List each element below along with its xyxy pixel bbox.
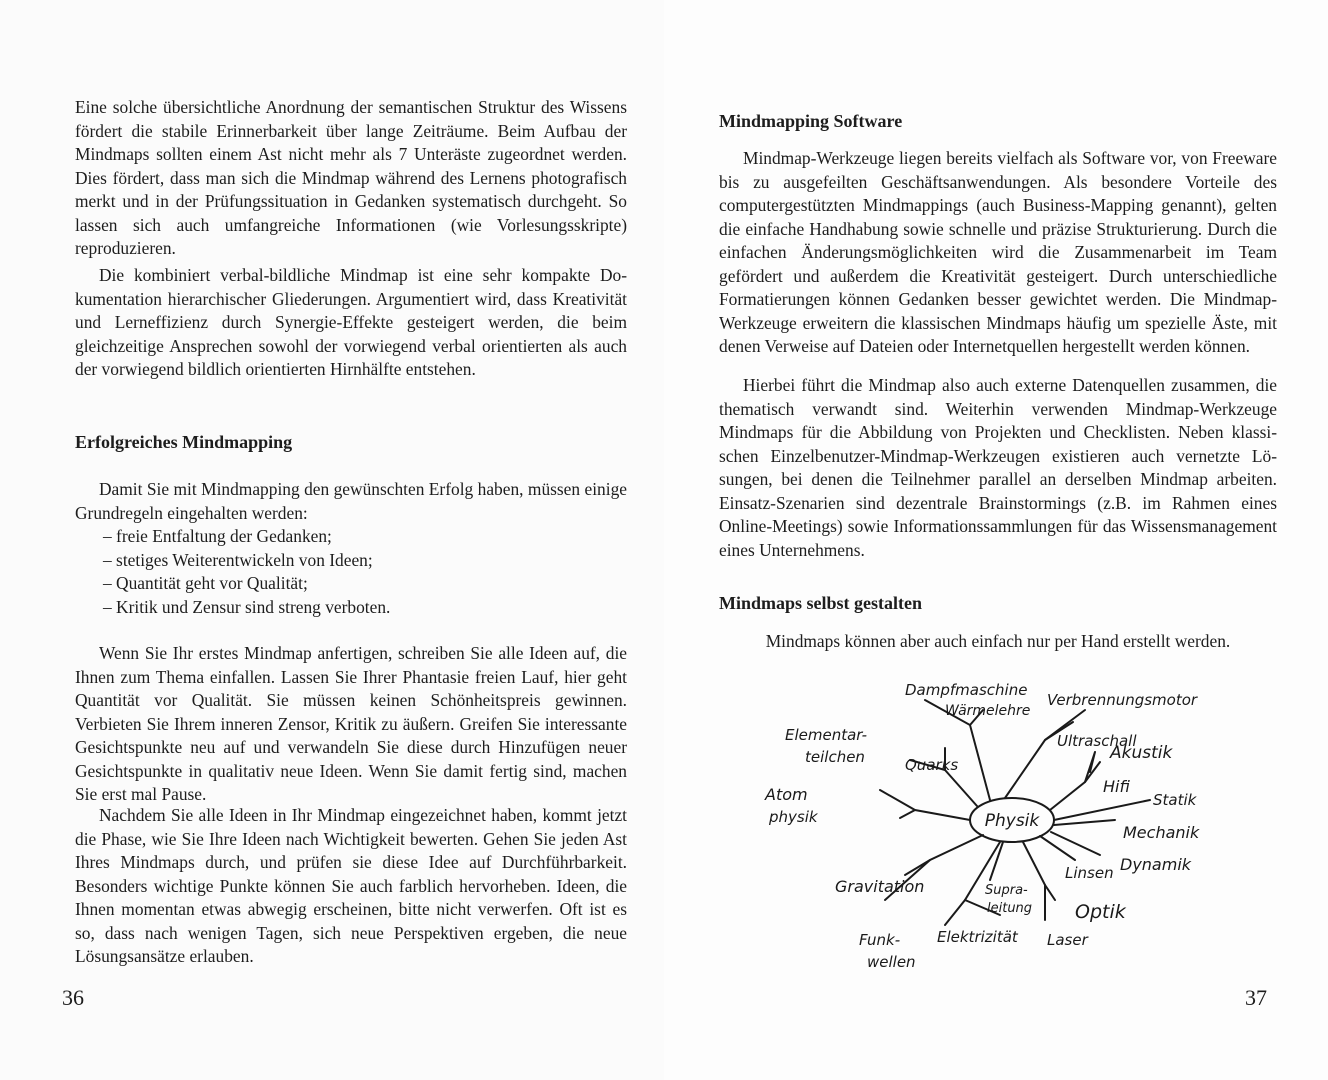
right-page bbox=[664, 0, 1328, 1080]
branch-statik bbox=[1054, 800, 1150, 820]
rule-item: – Kritik und Zensur sind streng verboten. bbox=[103, 596, 627, 620]
intro-paragraph-2: Die kombiniert verbal-bildliche Mindmap ist eine sehr kompakte Dokumentation hierarchischer Gliederungen. Argumentiert wird, dass Kreativität und Lerneffizienz durch Synergie-Effekte gesteigert werden, die beim gleichzeitige Ansprechen sowohl der vorwiegend verbal orientierten als auch der vorwiegend bildlich orientierten Hirnhälfte entstehen. bbox=[75, 265, 627, 379]
mindmap-center-label: Physik bbox=[984, 811, 1040, 831]
mindmap-label-funk-1: Funk- bbox=[859, 931, 901, 949]
section-heading-selbst-gestalten: Mindmaps selbst gestalten bbox=[719, 593, 923, 613]
mindmap-label-atom-1: Atom bbox=[765, 785, 808, 804]
rule-item: – Quantität geht vor Qualität; bbox=[103, 572, 627, 596]
rules-intro: Damit Sie mit Mindmapping den gewünschten Erfolg haben, müssen einige Grundregeln eingehalten werden: bbox=[75, 479, 627, 523]
branch-verbrennungsmotor bbox=[1005, 710, 1085, 798]
mindmap-label-atom-2: physik bbox=[769, 808, 818, 826]
mindmap-label-dampfmaschine: Dampfmaschine bbox=[905, 681, 1028, 699]
mindmap-label-ultraschall: Ultraschall bbox=[1057, 732, 1137, 750]
handdrawn-mindmap bbox=[755, 660, 1215, 980]
mindmap-caption: Mindmaps können aber auch einfach nur per Hand erstellt werden. bbox=[765, 631, 1231, 651]
branch-dynamik bbox=[1051, 832, 1100, 855]
mindmap-label-funk-2: wellen bbox=[867, 953, 916, 971]
mindmap-label-elektrizitaet: Elektrizität bbox=[937, 928, 1018, 946]
branch-linsen bbox=[1040, 836, 1075, 860]
mindmap-label-akustik: Akustik bbox=[1110, 743, 1173, 763]
branch-atom-tail bbox=[900, 810, 915, 818]
mindmap-label-laser: Laser bbox=[1047, 931, 1088, 949]
mindmap-label-optik: Optik bbox=[1075, 901, 1126, 923]
software-paragraph-1: Mindmap-Werkzeuge liegen bereits vielfach als Software vor, von Freeware bis zu ausgefeilten Geschäftsanwendungen. Als besondere Vorteile des computergestützten Mindmappings (auch Business-Mapping genannt), gelten die einfache Handhabung sowie schnelle und präzise Strukturierung. Durch die einfachen Änderungsmöglichkeiten wird die Zusammenarbeit im Team gefördert und außerdem die Kreativität gesteigert. Durch unterschiedliche Formatierungen können Gedanken besser gewichtet werden. Die Mindmap-Werkzeuge erweitern die klassischen Mindmaps häufig um spezielle Äste, mit denen Verweise auf Dateien oder Internetquellen hergestellt werden können. bbox=[719, 148, 1277, 356]
mindmap-label-verbrennungsmotor: Verbrennungsmotor bbox=[1047, 691, 1198, 709]
section-heading-software: Mindmapping Software bbox=[719, 111, 903, 131]
branch-atomphysik bbox=[880, 790, 970, 820]
mindmap-label-dynamik: Dynamik bbox=[1120, 855, 1192, 874]
paragraph-4: Nachdem Sie alle Ideen in Ihr Mindmap eingezeichnet haben, kommt jetzt die Phase, wie Sie Ihre Ideen nach Wichtigkeit bewerten. Gehen Sie jeden Ast Ihres Mindmaps durch, und prüfen sie diese Idee auf Durchführbarkeit. Besonders wichtige Punkte können Sie auch farblich hervorheben. Ideen, die Ihnen momentan etwas abwegig erscheinen, bitte nicht verwerfen. Oft ist es so, dass nach wenigen Tagen, sich neue Perspektiven ergeben, die neue Lösungsansätze erlauben. bbox=[75, 805, 627, 966]
mindmap-label-supra-1: Supra- bbox=[985, 883, 1028, 898]
mindmap-label-elementar-2: teilchen bbox=[805, 748, 865, 766]
branch-akustik bbox=[1050, 762, 1100, 810]
section-heading-erfolgreiches: Erfolgreiches Mindmapping bbox=[75, 432, 293, 452]
mindmap-label-elementar-1: Elementar- bbox=[785, 726, 868, 744]
mindmap-label-hifi: Hifi bbox=[1103, 777, 1130, 796]
mindmap-label-linsen: Linsen bbox=[1065, 864, 1114, 882]
intro-paragraph-1: Eine solche übersichtliche Anordnung der semantischen Struktur des Wissens fördert die stabile Erinnerbarkeit über lange Zeiträume. Beim Aufbau der Mindmaps sollten einem Ast nicht mehr als 7 Unteräste zugeordnet werden. Dies fördert, dass man sich die Mindmap während des Lernens photografisch merkt und in der Prüfungssituation in Gedanken systematisch durchgeht. So lassen sich auch umfangreiche Informationen (wie Vorlesungsskripte) reproduzieren. bbox=[75, 97, 627, 258]
branch-hifi bbox=[1085, 752, 1095, 782]
rule-item: – freie Entfaltung der Gedanken; bbox=[103, 525, 627, 549]
page-number: 37 bbox=[1245, 985, 1267, 1010]
mindmap-label-quarks: Quarks bbox=[905, 756, 959, 774]
branch-gravitation-end bbox=[905, 860, 930, 875]
mindmap-label-waermelehre: Wärmelehre bbox=[945, 703, 1031, 719]
branch-mechanik bbox=[1054, 820, 1115, 825]
rules-list bbox=[75, 525, 627, 619]
paragraph-3: Wenn Sie Ihr erstes Mindmap anfertigen, schreiben Sie alle Ideen auf, die Ihnen zum Thema einfallen. Lassen Sie Ihrer Phantasie freien Lauf, hier geht Quantität vor Qualität. Sie müssen keinen Schönheitspreis gewinnen. Verbieten Sie Ihrem inneren Zensor, Kritik zu äußern. Greifen Sie interessante Gesichtspunkte neu auf und verwandeln Sie diese durch Hinzufügen neuer Gesichtspunkte in qualitativ neue Ideen. Wenn Sie damit fertig sind, machen Sie erst mal Pause. bbox=[75, 643, 627, 804]
rules-section bbox=[75, 478, 627, 619]
mindmap-label-gravitation: Gravitation bbox=[835, 877, 925, 896]
branch-optik bbox=[1023, 842, 1055, 900]
rule-item: – stetiges Weiterentwickeln von Ideen; bbox=[103, 549, 627, 573]
mindmap-label-mechanik: Mechanik bbox=[1123, 823, 1200, 842]
software-paragraph-2: Hierbei führt die Mindmap also auch externe Datenquellen zusammen, die thematisch verwandt sind. Weiterhin verwenden Mindmap-Werkzeuge Mindmaps für die Abbildung von Projekten und Checklisten. Neben klassischen Einzelbenutzer-Mindmap-Werkzeugen existieren auch vernetzte Lösungen, bei denen die Teilnehmer parallel an derselben Mindmap arbeiten. Einsatz-Szenarien sind dezentrale Brainstormings (z.B. im Rahmen eines Online-Meetings) sowie Informationssammlungen für das Wissensmanagement eines Unternehmens. bbox=[719, 375, 1277, 560]
page-number: 36 bbox=[62, 985, 84, 1010]
mindmap-label-supra-2: leitung bbox=[987, 901, 1033, 916]
mindmap-label-statik: Statik bbox=[1153, 791, 1197, 809]
